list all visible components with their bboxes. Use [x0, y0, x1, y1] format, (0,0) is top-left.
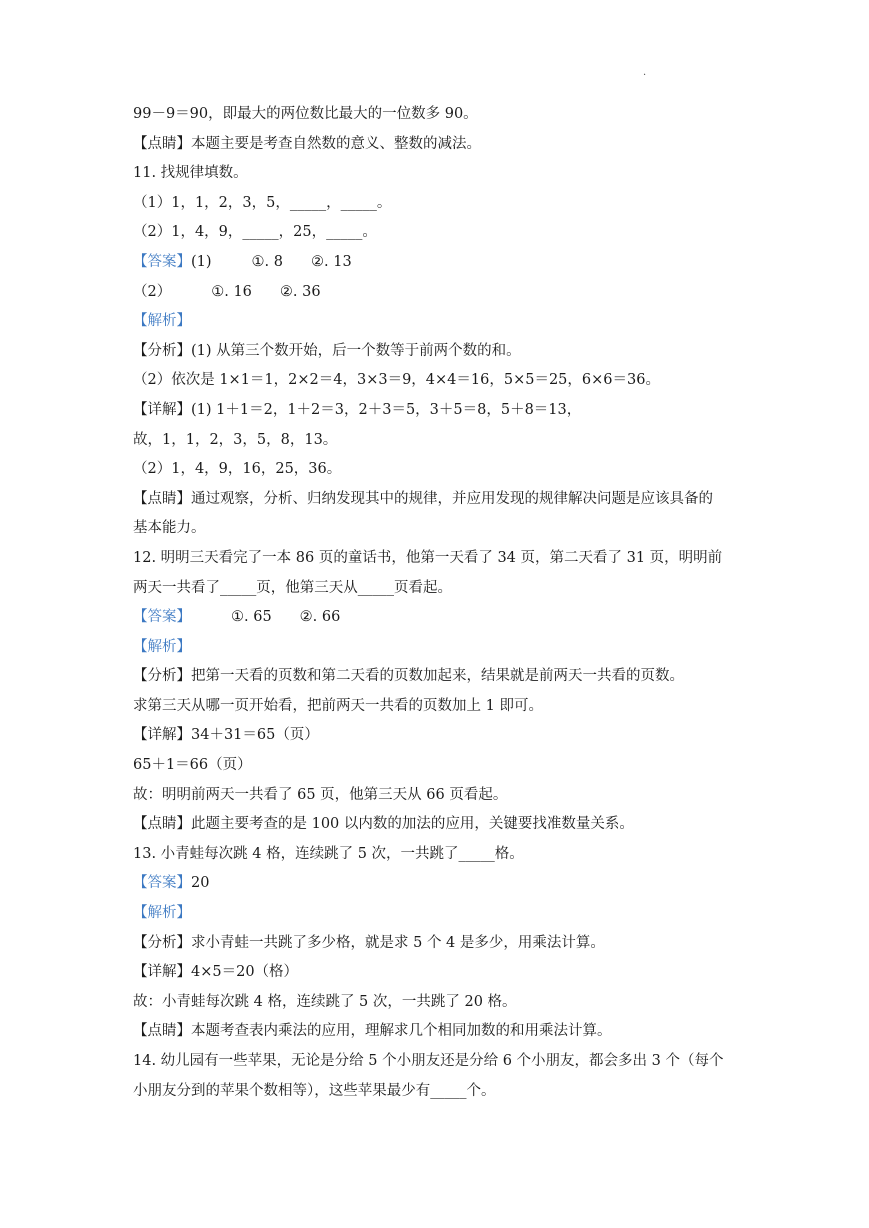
- text-line: [133, 721, 753, 751]
- section-tag: 【答案】: [133, 875, 191, 892]
- line-text: （2）1，4，9，_____，25，_____。: [133, 224, 377, 241]
- line-text: 本题考查表内乘法的应用，理解求几个相同加数的和用乘法计算。: [191, 1023, 612, 1040]
- line-text: (1) 从第三个数开始，后一个数等于前两个数的和。: [191, 342, 521, 359]
- line-text: （2）: [133, 283, 172, 300]
- line-text: 故：小青蛙每次跳 4 格，连续跳了 5 次，一共跳了 20 格。: [133, 993, 517, 1010]
- section-tag: 【解析】: [133, 638, 191, 655]
- line-text: 12. 明明三天看完了一本 86 页的童话书，他第一天看了 34 页，第二天看了 31 页，明明前: [133, 549, 723, 566]
- answer-item: ①. 16: [211, 283, 252, 300]
- text-line: [133, 840, 753, 870]
- text-line: [133, 455, 753, 485]
- text-line: [133, 988, 753, 1018]
- line-text: 65＋1＝66（页）: [133, 757, 252, 774]
- line-text: (1) 1＋1＝2，1＋2＝3，2＋3＝5，3＋5＝8，5＋8＝13，: [191, 401, 582, 418]
- line-text: 14. 幼儿园有一些苹果，无论是分给 5 个小朋友还是分给 6 个小朋友，都会多出 3 个（每个: [133, 1053, 724, 1069]
- section-tag: 【点睛】: [133, 490, 191, 507]
- text-line: [133, 751, 753, 781]
- text-line: [133, 544, 753, 574]
- line-text: 20: [191, 875, 210, 892]
- line-text: 小朋友分到的苹果个数相等），这些苹果最少有_____个。: [133, 1082, 496, 1099]
- text-line: [133, 426, 753, 456]
- text-line: [133, 130, 753, 160]
- line-text: 基本能力。: [133, 520, 206, 537]
- answer-item: ②. 36: [279, 283, 321, 300]
- text-line: [133, 485, 753, 515]
- text-line: [133, 662, 753, 692]
- document-body: [133, 100, 753, 1106]
- section-tag: 【点睛】: [133, 135, 191, 152]
- line-text: 本题主要是考查自然数的意义、整数的减法。: [191, 135, 481, 152]
- line-text: 通过观察，分析、归纳发现其中的规律，并应用发现的规律解决问题是应该具备的: [191, 490, 713, 507]
- text-line: [133, 337, 753, 367]
- line-text: 4×5＝20（格）: [191, 964, 299, 981]
- section-tag: 【答案】: [133, 253, 191, 270]
- line-text: 把第一天看的页数和第二天看的页数加起来，结果就是前两天一共看的页数。: [191, 668, 684, 685]
- text-line: [133, 159, 753, 189]
- answer-item: ①. 8: [251, 253, 283, 270]
- answer-item: ②. 66: [299, 609, 341, 626]
- line-text: 求第三天从哪一页开始看，把前两天一共看的页数加上 1 即可。: [133, 697, 543, 714]
- line-text: 故：明明前两天一共看了 65 页，他第三天从 66 页看起。: [133, 786, 508, 803]
- section-tag: 【详解】: [133, 401, 191, 418]
- line-text: 13. 小青蛙每次跳 4 格，连续跳了 5 次，一共跳了_____格。: [133, 845, 524, 862]
- text-line: [133, 514, 753, 544]
- line-text: 34＋31＝65（页）: [191, 727, 319, 744]
- text-line: [133, 781, 753, 811]
- text-line: [133, 100, 753, 130]
- section-tag: 【答案】: [133, 609, 191, 626]
- section-tag: 【分析】: [133, 934, 191, 951]
- text-line: [133, 958, 753, 988]
- text-line: [133, 929, 753, 959]
- section-tag: 【点睛】: [133, 816, 191, 833]
- answer-item: ②. 13: [311, 253, 352, 270]
- answer-item: ①. 65: [231, 609, 272, 626]
- line-text: (1): [191, 253, 212, 270]
- text-line: [133, 278, 753, 308]
- text-line: [133, 189, 753, 219]
- header-mark: ·: [643, 70, 647, 81]
- text-line: [133, 1047, 753, 1077]
- text-line: [133, 633, 753, 663]
- text-line: [133, 366, 753, 396]
- text-line: [133, 307, 753, 337]
- section-tag: 【详解】: [133, 727, 191, 744]
- text-line: [133, 1077, 753, 1107]
- section-tag: 【分析】: [133, 668, 191, 685]
- line-text: 两天一共看了_____页，他第三天从_____页看起。: [133, 579, 452, 596]
- line-text: 求小青蛙一共跳了多少格，就是求 5 个 4 是多少，用乘法计算。: [191, 934, 605, 951]
- line-text: 故，1，1，2，3，5，8，13。: [133, 431, 338, 448]
- text-line: [133, 248, 753, 278]
- section-tag: 【解析】: [133, 313, 191, 330]
- section-tag: 【点睛】: [133, 1023, 191, 1040]
- line-text: （2）依次是 1×1＝1，2×2＝4，3×3＝9，4×4＝16，5×5＝25，6×6＝36。: [133, 372, 660, 389]
- section-tag: 【分析】: [133, 342, 191, 359]
- text-line: [133, 396, 753, 426]
- section-tag: 【解析】: [133, 905, 191, 922]
- section-tag: 【详解】: [133, 964, 191, 981]
- line-text: （1）1，1，2，3，5，_____，_____。: [133, 194, 392, 211]
- text-line: [133, 692, 753, 722]
- text-line: [133, 218, 753, 248]
- line-text: 99－9＝90，即最大的两位数比最大的一位数多 90。: [133, 106, 478, 122]
- line-text: （2）1，4，9，16，25，36。: [133, 461, 342, 478]
- text-line: [133, 574, 753, 604]
- text-line: [133, 810, 753, 840]
- text-line: [133, 1017, 753, 1047]
- text-line: [133, 869, 753, 899]
- line-text: 11. 找规律填数。: [133, 165, 248, 182]
- line-text: 此题主要考查的是 100 以内数的加法的应用，关键要找准数量关系。: [191, 816, 634, 833]
- text-line: [133, 603, 753, 633]
- text-line: [133, 899, 753, 929]
